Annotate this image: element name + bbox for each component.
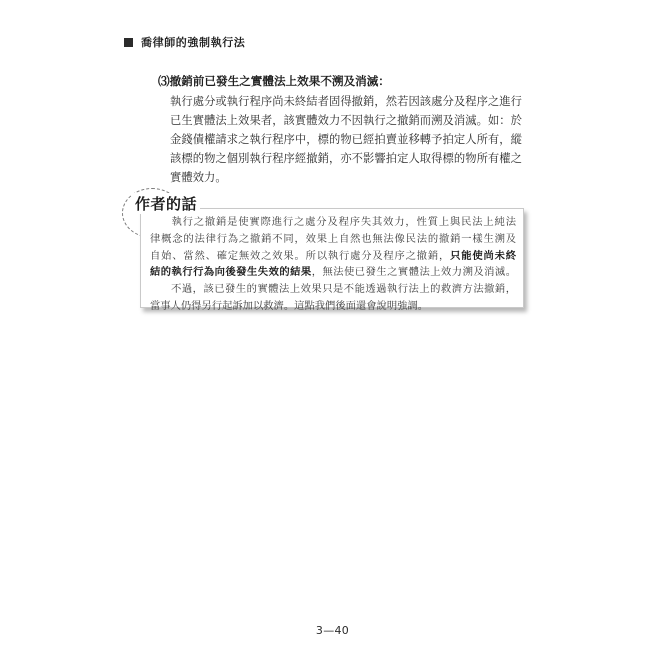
paragraph-line: 執行處分或執行程序尚未終結者固得撤銷，然若因該處分及程序之進行 xyxy=(170,95,522,108)
note-line-text: ，無法使已發生之實體法上效力溯及消滅。 xyxy=(311,266,517,279)
header-title: 喬律師的強制執行法 xyxy=(141,36,246,49)
note-emphasis: 結的執行行為向後發生失效的結果 xyxy=(150,266,312,279)
page-number: 3—40 xyxy=(315,624,350,637)
note-line-text: 執行之撤銷是使實際進行之處分及程序失其效力，性質上與民法上純法 xyxy=(170,216,516,228)
author-note xyxy=(122,188,517,328)
paragraph-line: 已生實體法上效果者，該實體效力不因執行之撤銷而溯及消滅。如：於 xyxy=(170,114,522,127)
note-line-text: 自始、當然、確定無效之效果。所以執行處分及程序之撤銷， xyxy=(150,249,451,262)
note-line: 當事人仍得另行起訴加以救濟。這點我們後面還會說明強調。 xyxy=(150,299,429,312)
running-header xyxy=(124,34,245,50)
note-line xyxy=(150,281,516,298)
section-heading: ⑶撤銷前已發生之實體法上效果不溯及消滅： xyxy=(158,74,390,88)
note-line xyxy=(150,214,516,231)
header-square-marker xyxy=(124,38,133,47)
note-title: 作者的話 xyxy=(132,193,200,214)
note-line-text: 不過，該已發生的實體法上效果只是不能透過執行法上的救濟方法撤銷， xyxy=(170,283,516,296)
paragraph-line: 該標的物之個別執行程序經撤銷，亦不影響拍定人取得標的物所有權之 xyxy=(170,152,522,165)
note-line: 律概念的法律行為之撤銷不同，效果上自然也無法像民法的撤銷一樣生溯及 xyxy=(150,232,516,245)
paragraph-line: 金錢債權請求之執行程序中，標的物已經拍賣並移轉予拍定人所有，縱 xyxy=(170,133,522,146)
note-emphasis: 只能使尚未終 xyxy=(450,249,517,262)
body-paragraph xyxy=(170,92,522,187)
paragraph-line: 實體效力。 xyxy=(170,171,227,184)
note-line xyxy=(150,264,516,281)
note-line xyxy=(150,248,516,265)
note-text xyxy=(150,214,516,315)
